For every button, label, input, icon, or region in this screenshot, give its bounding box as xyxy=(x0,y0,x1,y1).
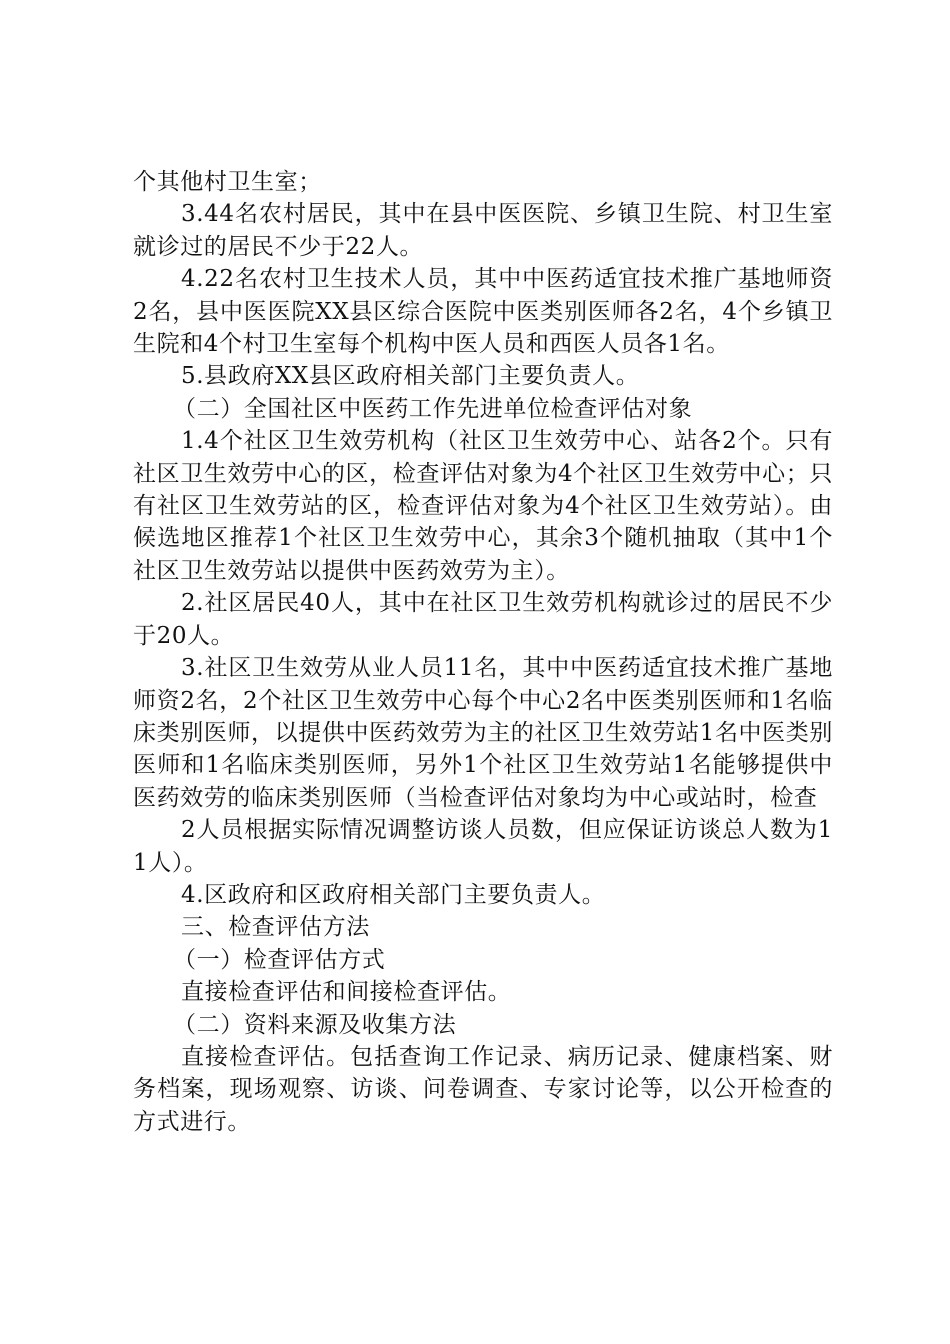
paragraph-community-staff: 3.社区卫生效劳从业人员11名，其中中医药适宜技术推广基地师资2名，2个社区卫生效劳中心每个中心2名中医类别医师和1名临床类别医师，以提供中医药效劳为主的社区卫生效劳站1名中医类别医师和1名临床类别医师，另外1个社区卫生效劳站1名能够提供中医药效劳的临床类别医师（当检查评估对象均为中心或站时，检查 xyxy=(133,655,833,811)
paragraph-community-residents: 2.社区居民40人，其中在社区卫生效劳机构就诊过的居民不少于20人。 xyxy=(133,590,833,649)
paragraph-district-officials: 4.区政府和区政府相关部门主要负责人。 xyxy=(181,881,606,908)
paragraph-staff-adjustment: 2人员根据实际情况调整访谈人员数，但应保证访谈总人数为11人）。 xyxy=(133,817,833,876)
section-heading-methods: 三、检查评估方法 xyxy=(181,914,370,941)
section-heading-community-targets: （二）全国社区中医药工作先进单位检查评估对象 xyxy=(173,395,693,422)
subheading-data-sources: （二）资料来源及收集方法 xyxy=(173,1011,457,1038)
paragraph-evaluation-mode: 直接检查评估和间接检查评估。 xyxy=(181,979,512,1006)
document-body xyxy=(133,166,833,1138)
paragraph-rural-residents: 3.44名农村居民，其中在县中医医院、乡镇卫生院、村卫生室就诊过的居民不少于22人。 xyxy=(133,201,833,260)
paragraph-direct-evaluation: 直接检查评估。包括查询工作记录、病历记录、健康档案、财务档案，现场观察、访谈、问卷调查、专家讨论等，以公开检查的方式进行。 xyxy=(133,1043,833,1135)
subheading-evaluation-mode: （一）检查评估方式 xyxy=(173,946,386,973)
paragraph-county-officials: 5.县政府XX县区政府相关部门主要负责人。 xyxy=(181,363,640,390)
paragraph-village-clinics-end: 个其他村卫生室； xyxy=(133,169,322,195)
paragraph-community-institutions: 1.4个社区卫生效劳机构（社区卫生效劳中心、站各2个。只有社区卫生效劳中心的区，检查评估对象为4个社区卫生效劳中心；只有社区卫生效劳站的区，检查评估对象为4个社区卫生效劳站）。由候选地区推荐1个社区卫生效劳中心，其余3个随机抽取（其中1个社区卫生效劳站以提供中医药效劳为主）。 xyxy=(133,428,833,584)
paragraph-rural-health-staff: 4.22名农村卫生技术人员，其中中医药适宜技术推广基地师资2名，县中医医院XX县区综合医院中医类别医师各2名，4个乡镇卫生院和4个村卫生室每个机构中医人员和西医人员各1名。 xyxy=(133,266,833,358)
